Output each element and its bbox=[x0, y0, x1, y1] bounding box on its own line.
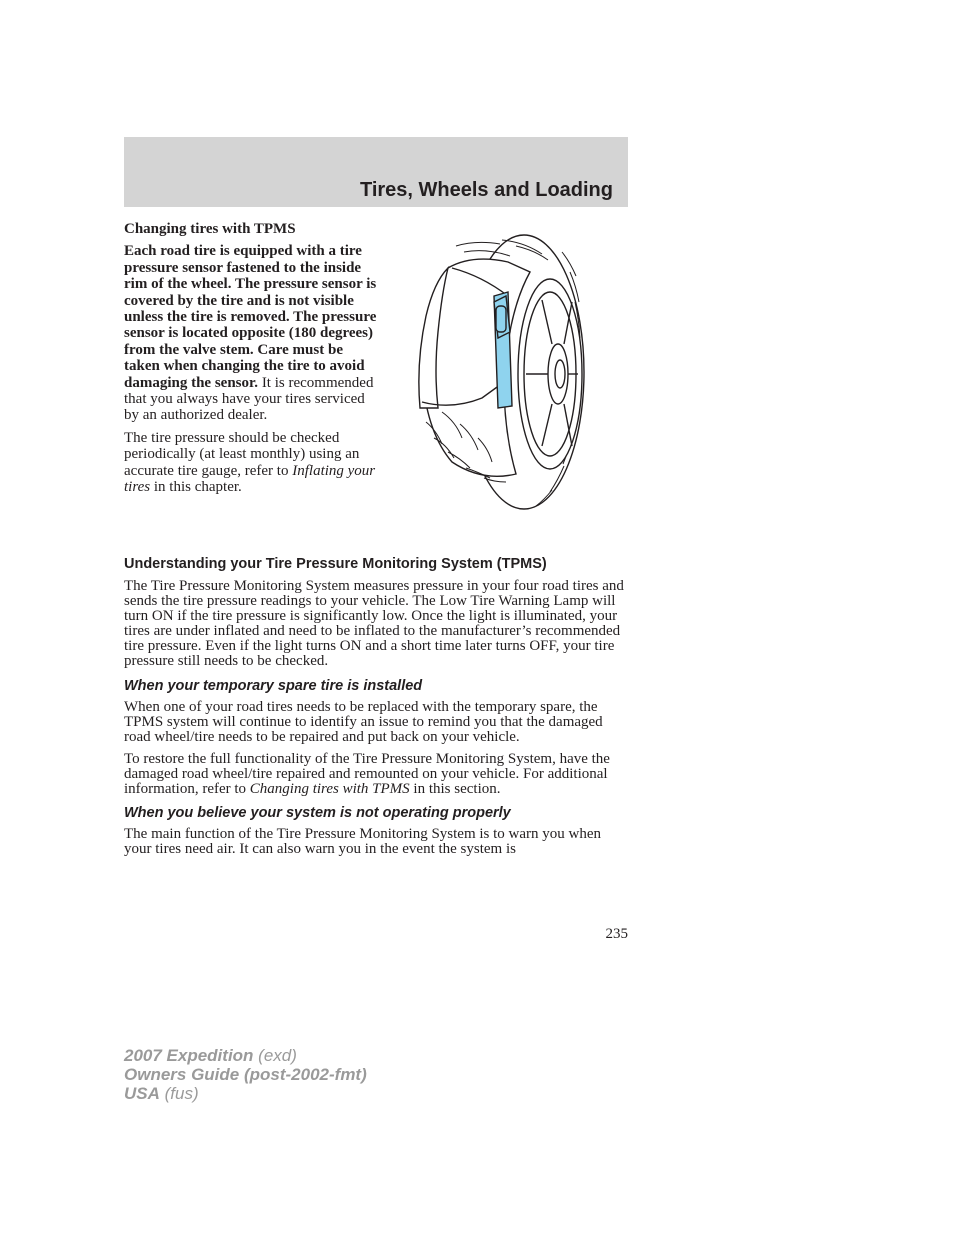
tire-sensor-cutaway-illustration bbox=[412, 232, 588, 514]
section-heading-tpms: Understanding your Tire Pressure Monitoring System (TPMS) bbox=[124, 556, 547, 572]
section-changing-tires bbox=[124, 221, 380, 502]
paragraph: The Tire Pressure Monitoring System measures pressure in your four road tires and sends the tire pressure readings to your vehicle. The Low Tire Warning Lamp will turn ON if the tire pressure is significantly low. Once the light is illuminated, your tires are under inflated and need to be inflated to the manufacturer’s recommended tire pressure. Even if the light turns ON and a short time later turns OFF, your tire pressure still needs to be checked. bbox=[124, 578, 624, 670]
page-number: 235 bbox=[605, 926, 628, 942]
paragraph-text: To restore the full functionality of the Tire Pressure Monitoring System, have the damaged road wheel/tire repaired and remounted on your vehicle. For additional information, refer to bbox=[124, 750, 610, 798]
paragraph-text: in this chapter. bbox=[150, 479, 242, 496]
paragraph bbox=[124, 752, 630, 797]
section-heading-spare: When your temporary spare tire is installed bbox=[124, 677, 423, 694]
paragraph: When one of your road tires needs to be replaced with the temporary spare, the TPMS system will continue to identify an issue to remind you that the damaged road wheel/tire needs to be repaired and put back on your vehicle. bbox=[124, 698, 603, 745]
footer-guide: Owners Guide (post-2002-fmt) bbox=[124, 1065, 367, 1084]
warning-text: Each road tire is equipped with a tire pressure sensor fastened to the inside rim of the wheel. The pressure sensor is covered by the tire and is not visible unless the tire is removed. The pressure sensor is located opposite (180 degrees) from the valve stem. Care must be taken when changing the tire to avoid damaging the sensor. bbox=[124, 243, 377, 391]
footer-model: 2007 Expedition bbox=[124, 1046, 254, 1065]
footer bbox=[124, 1046, 367, 1103]
paragraph-text: The tire pressure should be checked periodically (at least monthly) using an accurate tire gauge, refer to bbox=[124, 429, 360, 479]
page-title: Tires, Wheels and Loading bbox=[359, 179, 613, 201]
paragraph: The main function of the Tire Pressure Monitoring System is to warn you when your tires need air. It can also warn you in the event the system is bbox=[124, 826, 602, 858]
paragraph bbox=[124, 430, 380, 496]
cross-reference: Inflating your tires bbox=[124, 462, 376, 496]
footer-line bbox=[124, 1084, 367, 1103]
footer-line bbox=[124, 1046, 367, 1065]
footer-code: (exd) bbox=[253, 1046, 297, 1065]
footer-line bbox=[124, 1065, 367, 1084]
section-heading-not-operating: When you believe your system is not operating properly bbox=[124, 805, 511, 822]
paragraph bbox=[124, 243, 380, 423]
header-band bbox=[124, 137, 628, 207]
paragraph-text: It is recommended that you always have your tires serviced by an authorized dealer. bbox=[124, 374, 374, 424]
main-text bbox=[124, 555, 630, 864]
footer-region: USA bbox=[124, 1084, 160, 1103]
footer-code: (fus) bbox=[159, 1084, 199, 1103]
section-heading: Changing tires with TPMS bbox=[124, 221, 296, 237]
cross-reference: Changing tires with TPMS bbox=[249, 781, 410, 798]
paragraph-text: in this section. bbox=[409, 781, 501, 798]
